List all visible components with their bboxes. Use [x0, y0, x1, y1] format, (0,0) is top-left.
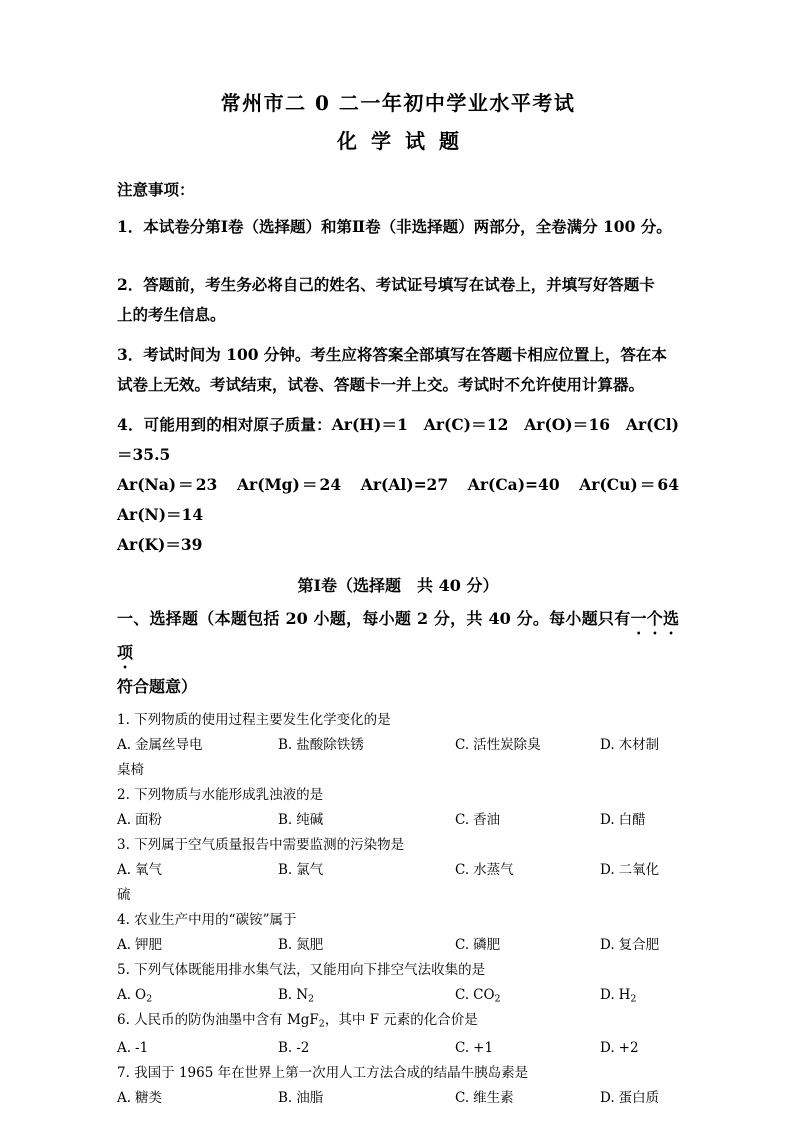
- question-1-options: [117, 733, 679, 758]
- option-formula: N: [296, 987, 309, 1003]
- question-4-stem: 4. 农业生产中用的“碳铵”属于: [117, 912, 297, 928]
- page-content: [117, 88, 695, 1111]
- question-2-option-d[interactable]: [600, 808, 646, 833]
- question-2-options: [117, 808, 679, 833]
- notice-item-4-cont-1: Ar(Na)＝23 Ar(Mg)＝24 Ar(Al)=27 Ar(Ca)=40 Ar(Cu)＝64 Ar(N)＝14: [117, 475, 695, 524]
- option-letter: A.: [117, 987, 132, 1003]
- question-2: [117, 783, 679, 833]
- option-letter: D.: [600, 987, 615, 1003]
- option-text: 复合肥: [618, 937, 660, 953]
- question-6-stem: [117, 1008, 679, 1036]
- question-7: [117, 1061, 679, 1111]
- question-1-option-a[interactable]: [117, 733, 203, 758]
- question-4-option-c[interactable]: [455, 933, 500, 958]
- option-letter: C.: [455, 937, 470, 953]
- question-4-option-a[interactable]: [117, 933, 162, 958]
- option-letter: D.: [600, 737, 615, 753]
- question-3-option-c[interactable]: [455, 858, 514, 883]
- option-letter: D.: [600, 812, 615, 828]
- option-letter: C.: [455, 1040, 470, 1057]
- option-letter: C.: [455, 1090, 470, 1107]
- question-1-option-c[interactable]: [455, 733, 541, 758]
- option-text: 木材制: [618, 737, 660, 753]
- option-text: 面粉: [135, 812, 163, 828]
- section-header-part-1: 第Ⅰ卷（选择题 共 40 分）: [297, 576, 499, 595]
- notice-item-2-cont: 上的考生信息。: [117, 305, 226, 324]
- notice-item-1: 1．本试卷分第Ⅰ卷（选择题）和第Ⅱ卷（非选择题）两部分，全卷满分 100 分。: [117, 217, 672, 236]
- option-text: +1: [473, 1040, 494, 1057]
- option-letter: B.: [278, 937, 293, 953]
- option-text: 白醋: [618, 812, 646, 828]
- question-4-options: [117, 933, 679, 958]
- question-5-option-c[interactable]: [455, 983, 501, 1011]
- option-letter: D.: [600, 937, 615, 953]
- option-formula-subscript: 2: [630, 993, 637, 1005]
- question-3-stem: 3. 下列属于空气质量报告中需要监测的污染物是: [117, 837, 405, 853]
- option-letter: D.: [600, 1040, 615, 1057]
- option-letter: C.: [455, 812, 470, 828]
- option-letter: A.: [117, 812, 132, 828]
- option-text: 纯碱: [296, 812, 324, 828]
- question-6-options: [117, 1036, 679, 1061]
- option-formula: O: [135, 987, 147, 1003]
- question-2-option-c[interactable]: [455, 808, 500, 833]
- multiple-choice-instruction: [117, 604, 679, 702]
- question-5-stem: 5. 下列气体既能用排水集气法，又能用向下排空气法收集的是: [117, 962, 486, 978]
- question-3-option-d[interactable]: [600, 858, 659, 883]
- question-6-stem-suffix: ，其中 F 元素的化合价是: [324, 1012, 478, 1028]
- page-subtitle: 化学试题: [337, 129, 473, 153]
- question-5-options: [117, 983, 679, 1008]
- option-letter: C.: [455, 737, 470, 753]
- option-letter: B.: [278, 1040, 293, 1057]
- option-letter: A.: [117, 1040, 132, 1057]
- option-text: 活性炭除臭: [473, 737, 541, 753]
- option-text: 香油: [473, 812, 501, 828]
- question-5-option-a[interactable]: [117, 983, 152, 1011]
- question-6-stem-prefix: 6. 人民币的防伪油墨中含有 MgF: [117, 1012, 319, 1028]
- option-letter: A.: [117, 862, 132, 878]
- question-6-option-b[interactable]: [278, 1036, 309, 1061]
- option-text: 磷肥: [473, 937, 501, 953]
- question-7-options: [117, 1086, 679, 1111]
- option-formula-subscript: 2: [308, 993, 315, 1005]
- question-2-option-a[interactable]: [117, 808, 162, 833]
- option-letter: C.: [455, 987, 470, 1003]
- option-letter: A.: [117, 1090, 132, 1107]
- question-3-option-a[interactable]: [117, 858, 162, 883]
- option-text: 蛋白质: [618, 1090, 660, 1107]
- option-formula-subscript: 2: [494, 993, 501, 1005]
- option-letter: B.: [278, 862, 293, 878]
- option-letter: C.: [455, 862, 470, 878]
- question-5: [117, 958, 679, 1008]
- question-3-option-b[interactable]: [278, 858, 323, 883]
- question-1: [117, 708, 679, 783]
- question-7-option-d[interactable]: [600, 1086, 659, 1111]
- question-3-option-d-wrap: 硫: [117, 887, 131, 903]
- question-5-option-d[interactable]: [600, 983, 636, 1011]
- notice-item-4-cont-2: Ar(K)＝39: [117, 535, 203, 554]
- option-formula: H: [618, 987, 631, 1003]
- instruction-suffix: 符合题意）: [117, 677, 198, 696]
- option-text: -1: [135, 1040, 149, 1057]
- notice-item-3: 3．考试时间为 100 分钟。考生应将答案全部填写在答题卡相应位置上，答在本: [117, 345, 667, 364]
- question-4-option-b[interactable]: [278, 933, 323, 958]
- option-text: 盐酸除铁锈: [296, 737, 364, 753]
- question-7-option-a[interactable]: [117, 1086, 162, 1111]
- option-letter: B.: [278, 737, 293, 753]
- page-title: 常州市二 0 二一年初中学业水平考试: [220, 91, 576, 115]
- option-formula-subscript: 2: [146, 993, 153, 1005]
- option-letter: D.: [600, 862, 615, 878]
- question-3-options: [117, 858, 679, 883]
- option-letter: B.: [278, 1090, 293, 1107]
- notice-item-3-cont: 试卷上无效。考试结束，试卷、答题卡一并上交。考试时不允许使用计算器。: [117, 375, 645, 394]
- question-7-stem: 7. 我国于 1965 年在世界上第一次用人工方法合成的结晶牛胰岛素是: [117, 1065, 529, 1082]
- question-1-option-d[interactable]: [600, 733, 659, 758]
- option-text: -2: [296, 1040, 310, 1057]
- question-1-option-d-wrap: 桌椅: [117, 762, 144, 778]
- notice-item-4: 4．可能用到的相对原子质量：Ar(H)＝1 Ar(C)＝12 Ar(O)＝16 Ar(Cl)＝35.5: [117, 415, 679, 464]
- question-6-option-a[interactable]: [117, 1036, 148, 1061]
- question-6-option-d[interactable]: [600, 1036, 639, 1061]
- question-6-formula-subscript: 2: [318, 1018, 325, 1030]
- option-letter: D.: [600, 1090, 615, 1107]
- question-5-option-b[interactable]: [278, 983, 314, 1011]
- option-letter: B.: [278, 987, 293, 1003]
- question-4: [117, 908, 679, 958]
- option-text: 油脂: [296, 1090, 324, 1107]
- question-7-option-c[interactable]: [455, 1086, 514, 1111]
- option-text: 氧气: [135, 862, 163, 878]
- question-3: [117, 833, 679, 908]
- option-text: 氮肥: [296, 937, 324, 953]
- question-7-option-b[interactable]: [278, 1086, 323, 1111]
- instruction-prefix: 一、选择题（本题包括 20 小题，每小题 2 分，共 40 分。每小题只有: [117, 609, 631, 628]
- question-6: [117, 1008, 679, 1061]
- notice-item-2: 2．答题前，考生务必将自己的姓名、考试证号填写在试卷上，并填写好答题卡: [117, 275, 655, 294]
- option-text: 钾肥: [135, 937, 163, 953]
- option-letter: A.: [117, 737, 132, 753]
- instruction-emphasis: 一个选项: [117, 609, 679, 662]
- option-text: +2: [618, 1040, 639, 1057]
- option-text: 金属丝导电: [135, 737, 203, 753]
- question-6-option-c[interactable]: [455, 1036, 493, 1061]
- option-formula: CO: [473, 987, 495, 1003]
- option-text: 氯气: [296, 862, 324, 878]
- option-text: 糖类: [135, 1090, 163, 1107]
- question-1-option-b[interactable]: [278, 733, 364, 758]
- notice-heading: 注意事项：: [117, 180, 195, 199]
- question-2-option-b[interactable]: [278, 808, 323, 833]
- question-4-option-d[interactable]: [600, 933, 659, 958]
- option-letter: A.: [117, 937, 132, 953]
- option-letter: B.: [278, 812, 293, 828]
- option-text: 维生素: [473, 1090, 514, 1107]
- option-text: 二氧化: [618, 862, 660, 878]
- option-text: 水蒸气: [473, 862, 514, 878]
- question-1-stem: 1. 下列物质的使用过程主要发生化学变化的是: [117, 712, 391, 728]
- question-2-stem: 2. 下列物质与水能形成乳浊液的是: [117, 787, 324, 803]
